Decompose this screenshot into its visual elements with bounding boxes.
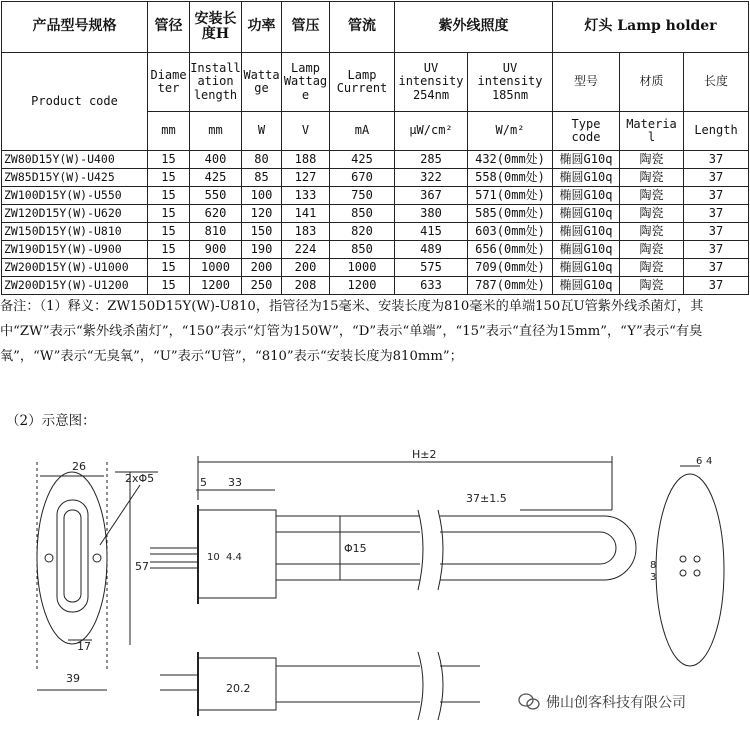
cell-v: 208 [282, 277, 330, 295]
cell-len: 620 [190, 205, 242, 223]
cell-hl: 37 [684, 259, 749, 277]
dim-17: 17 [77, 640, 91, 653]
notes [0, 294, 748, 369]
cell-hl: 37 [684, 277, 749, 295]
cell-w: 150 [242, 223, 282, 241]
cell-ma: 820 [330, 223, 395, 241]
cell-dia: 15 [148, 187, 190, 205]
schematic-title: （2）示意图： [6, 413, 96, 429]
cell-mat: 陶瓷 [620, 187, 684, 205]
th-holder-length: 长度 [684, 53, 749, 112]
unit-diameter: mm [148, 112, 190, 151]
table-row [2, 241, 749, 259]
dim-57: 57 [135, 560, 149, 573]
table-row [2, 259, 749, 277]
cell-uv185: 603(0mm处) [468, 223, 553, 241]
cell-ma: 425 [330, 151, 395, 169]
cell-ma: 850 [330, 205, 395, 223]
cell-w: 85 [242, 169, 282, 187]
cell-hl: 37 [684, 223, 749, 241]
dim-4: 4 [706, 456, 713, 467]
table-row [2, 205, 749, 223]
cell-type: 椭圆G10q [553, 205, 620, 223]
cell-dia: 15 [148, 205, 190, 223]
cell-hl: 37 [684, 151, 749, 169]
th-holder-material: 材质 [620, 53, 684, 112]
dim-h: H±2 [412, 448, 437, 461]
dim-6: 6 [696, 456, 703, 467]
table-row [2, 223, 749, 241]
header-row-en [2, 53, 749, 112]
cell-uv185: 558(0mm处) [468, 169, 553, 187]
cell-code: ZW190D15Y(W)-U900 [2, 241, 148, 259]
dim-8: 8 [650, 560, 657, 571]
dim-39: 39 [66, 672, 80, 685]
table-row [2, 277, 749, 295]
unit-length: mm [190, 112, 242, 151]
cell-type: 椭圆G10q [553, 151, 620, 169]
cell-code: ZW80D15Y(W)-U400 [2, 151, 148, 169]
cell-v: 224 [282, 241, 330, 259]
dim-202: 20.2 [226, 682, 251, 695]
cell-w: 80 [242, 151, 282, 169]
cell-uv254: 367 [395, 187, 468, 205]
cell-mat: 陶瓷 [620, 241, 684, 259]
th-product-en: Product code [2, 53, 148, 151]
cell-v: 188 [282, 151, 330, 169]
cell-uv185: 656(0mm处) [468, 241, 553, 259]
cell-uv185: 787(0mm处) [468, 277, 553, 295]
cell-hl: 37 [684, 205, 749, 223]
dim-37: 37±1.5 [466, 492, 507, 505]
th-power: 功率 [242, 2, 282, 53]
cell-len: 425 [190, 169, 242, 187]
dim-phi15: Φ15 [344, 542, 367, 555]
cell-dia: 15 [148, 223, 190, 241]
cell-dia: 15 [148, 169, 190, 187]
cell-code: ZW120D15Y(W)-U620 [2, 205, 148, 223]
th-uv185-en: UV intensity 185nm [468, 53, 553, 112]
cell-uv254: 633 [395, 277, 468, 295]
note-definition: 备注：（1）释义：ZW150D15Y(W)-U810，指管径为15毫米、安装长度为810毫米的单端150瓦U管紫外线杀菌灯，其中“ZW”表示“紫外线杀菌灯”，“150”表示“灯管为150W”，“D”表示“单端”，“15”表示“直径为15mm”，“Y”表示“有臭氧”，“W”表示“无臭氧”，“U”表示“U管”，“810”表示“安装长度为810mm”； [0, 299, 704, 364]
cell-type: 椭圆G10q [553, 223, 620, 241]
dim-hole: 2xΦ5 [125, 472, 155, 485]
cell-type: 椭圆G10q [553, 241, 620, 259]
cell-w: 100 [242, 187, 282, 205]
cell-mat: 陶瓷 [620, 223, 684, 241]
cell-code: ZW85D15Y(W)-U425 [2, 169, 148, 187]
cell-uv254: 380 [395, 205, 468, 223]
cell-v: 133 [282, 187, 330, 205]
cell-type: 椭圆G10q [553, 259, 620, 277]
cell-code: ZW200D15Y(W)-U1000 [2, 259, 148, 277]
cell-uv185: 432(0mm处) [468, 151, 553, 169]
table-row [2, 169, 749, 187]
cell-ma: 670 [330, 169, 395, 187]
cell-len: 900 [190, 241, 242, 259]
cell-mat: 陶瓷 [620, 259, 684, 277]
cell-hl: 37 [684, 187, 749, 205]
cell-mat: 陶瓷 [620, 151, 684, 169]
th-power-en: Watta ge [242, 53, 282, 112]
dim-5: 5 [200, 476, 207, 489]
th-diameter: 管径 [148, 2, 190, 53]
cell-mat: 陶瓷 [620, 277, 684, 295]
cell-code: ZW150D15Y(W)-U810 [2, 223, 148, 241]
cell-uv185: 709(0mm处) [468, 259, 553, 277]
table-row [2, 187, 749, 205]
spec-table [1, 1, 749, 295]
unit-holder-length: Length [684, 112, 749, 151]
wechat-icon [518, 693, 540, 711]
cell-mat: 陶瓷 [620, 169, 684, 187]
cell-uv254: 575 [395, 259, 468, 277]
dim-3: 3 [650, 572, 657, 583]
th-current: 管流 [330, 2, 395, 53]
dim-44: 4.4 [226, 552, 242, 563]
lamp-schematic [0, 430, 750, 729]
cell-hl: 37 [684, 241, 749, 259]
th-voltage-en: Lamp Wattag e [282, 53, 330, 112]
company-name: 佛山创客科技有限公司 [546, 695, 686, 711]
lamp-side-view [150, 456, 636, 604]
unit-holder-type: Type code [553, 112, 620, 151]
cell-v: 127 [282, 169, 330, 187]
unit-uv254: μW/cm² [395, 112, 468, 151]
th-holder: 灯头 Lamp holder [553, 2, 749, 53]
unit-uv185: W/m² [468, 112, 553, 151]
th-current-en: Lamp Current [330, 53, 395, 112]
cell-len: 1200 [190, 277, 242, 295]
table-row [2, 151, 749, 169]
th-voltage: 管压 [282, 2, 330, 53]
dim-33: 33 [228, 476, 242, 489]
th-holder-type: 型号 [553, 53, 620, 112]
lamp-top-view [160, 652, 480, 720]
base-end-view [37, 462, 158, 690]
cell-ma: 750 [330, 187, 395, 205]
cell-dia: 15 [148, 259, 190, 277]
cell-len: 400 [190, 151, 242, 169]
cell-type: 椭圆G10q [553, 187, 620, 205]
cell-ma: 1000 [330, 259, 395, 277]
cell-code: ZW100D15Y(W)-U550 [2, 187, 148, 205]
cell-hl: 37 [684, 169, 749, 187]
cell-ma: 850 [330, 241, 395, 259]
cell-len: 550 [190, 187, 242, 205]
cell-len: 1000 [190, 259, 242, 277]
cell-type: 椭圆G10q [553, 169, 620, 187]
cell-ma: 1200 [330, 277, 395, 295]
th-length: 安装长 度H [190, 2, 242, 53]
cell-v: 141 [282, 205, 330, 223]
unit-current: mA [330, 112, 395, 151]
th-product: 产品型号规格 [2, 2, 148, 53]
unit-power: W [242, 112, 282, 151]
cell-uv185: 571(0mm处) [468, 187, 553, 205]
th-length-en: Install ation length [190, 53, 242, 112]
cell-w: 190 [242, 241, 282, 259]
cell-uv185: 585(0mm处) [468, 205, 553, 223]
th-uv: 紫外线照度 [395, 2, 553, 53]
company-watermark [518, 692, 686, 712]
table-body [2, 151, 749, 295]
th-uv254-en: UV intensity 254nm [395, 53, 468, 112]
cell-dia: 15 [148, 241, 190, 259]
cell-uv254: 285 [395, 151, 468, 169]
cell-type: 椭圆G10q [553, 277, 620, 295]
cell-uv254: 415 [395, 223, 468, 241]
cell-dia: 15 [148, 151, 190, 169]
cell-uv254: 322 [395, 169, 468, 187]
th-diameter-en: Diame ter [148, 53, 190, 112]
dim-26: 26 [72, 460, 86, 473]
cell-len: 810 [190, 223, 242, 241]
cell-v: 183 [282, 223, 330, 241]
header-row-cn [2, 2, 749, 53]
unit-voltage: V [282, 112, 330, 151]
cell-dia: 15 [148, 277, 190, 295]
cell-code: ZW200D15Y(W)-U1200 [2, 277, 148, 295]
cell-mat: 陶瓷 [620, 205, 684, 223]
lamp-end-view [656, 466, 724, 666]
cell-w: 200 [242, 259, 282, 277]
cell-w: 250 [242, 277, 282, 295]
dim-10: 10 [207, 552, 220, 563]
unit-holder-material: Materia l [620, 112, 684, 151]
cell-uv254: 489 [395, 241, 468, 259]
cell-w: 120 [242, 205, 282, 223]
cell-v: 200 [282, 259, 330, 277]
